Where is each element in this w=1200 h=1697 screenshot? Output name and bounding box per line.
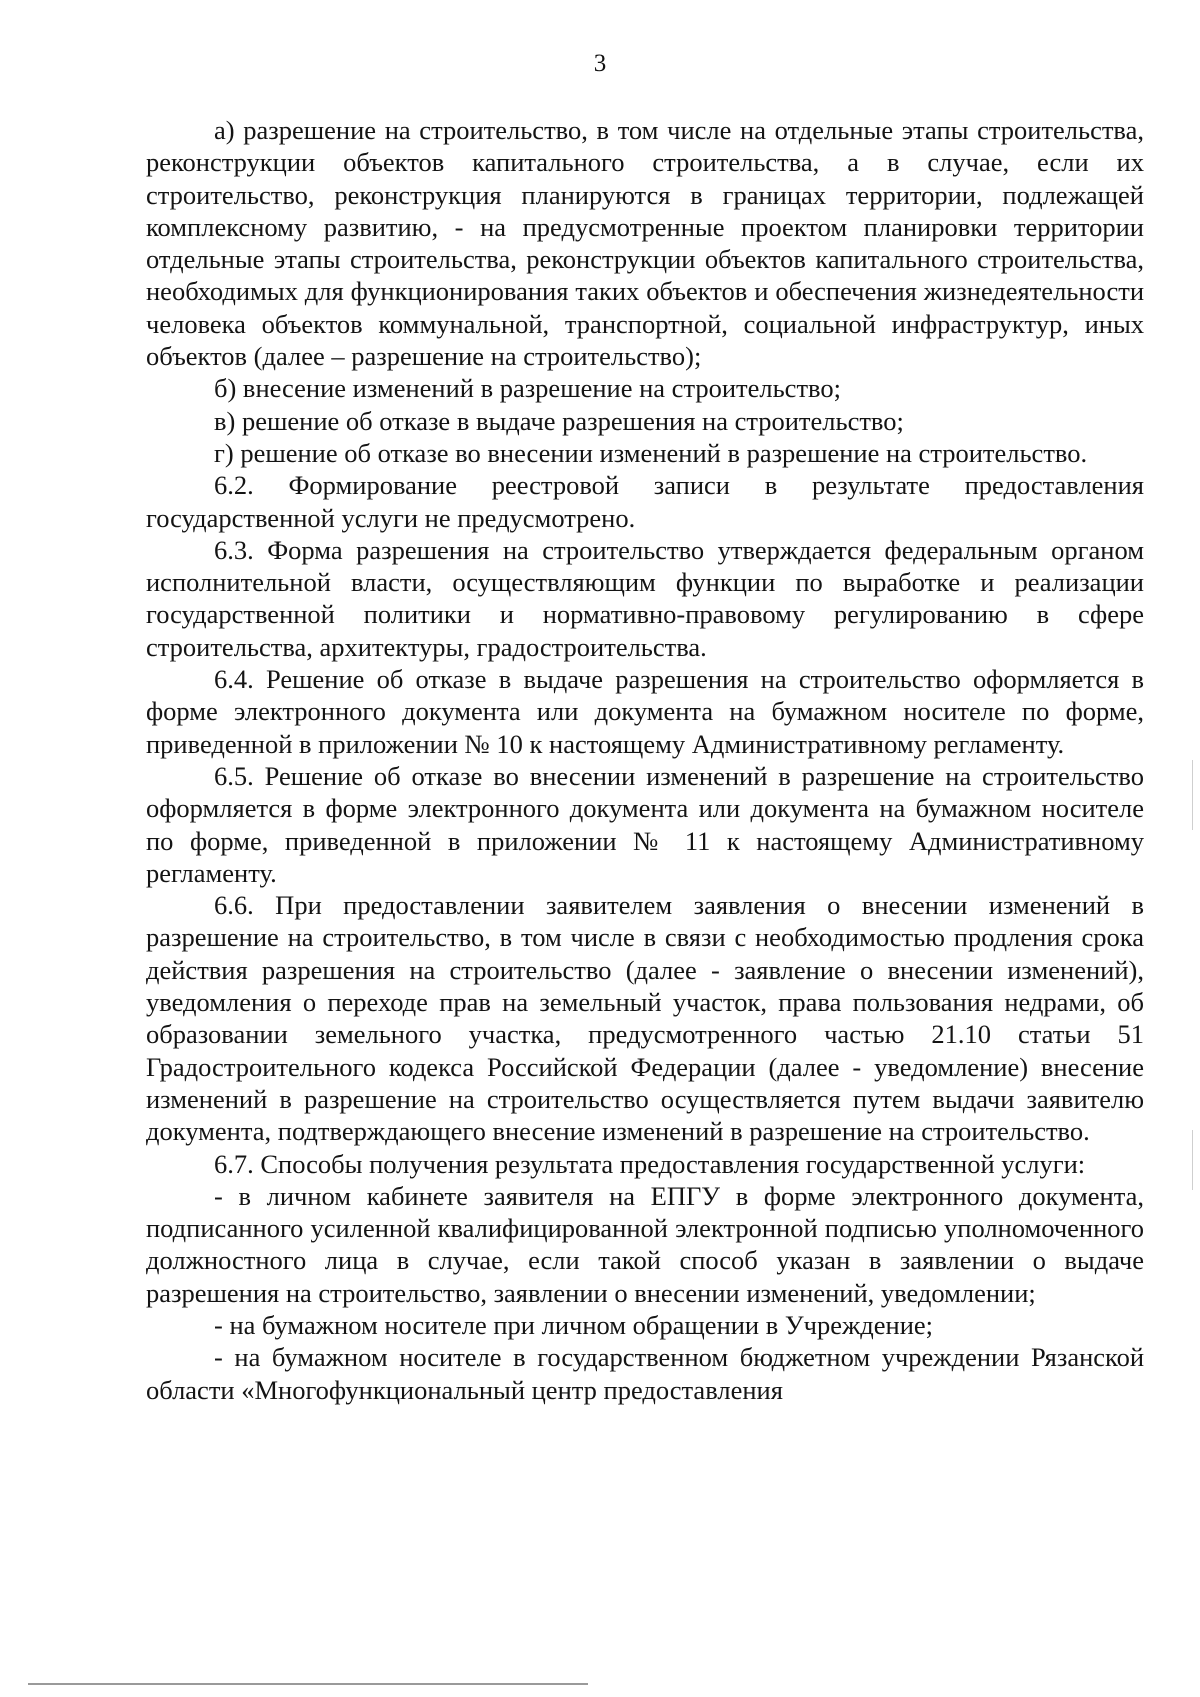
scan-edge-mark <box>1192 760 1193 830</box>
paragraph-v-refusal-issue: в) решение об отказе в выдаче разрешения на строительство; <box>214 405 904 436</box>
paragraph-b-amendments: б) внесение изменений в разрешение на строительство; <box>214 373 841 404</box>
paragraph-a-permit: а) разрешение на строительство, в том числе на отдельные этапы строительства, реконструкции объектов капитального строительства, а в случае, если их строительство, реконструкция планируются в границах территории, подлежащей комплексному развитию, - на предусмотренные проектом планировки территории отдельные этапы строительства, реконструкции объектов капитального строительства, необходимых для функционирования таких объектов и обеспечения жизнедеятельности человека объектов коммунальной, транспортной, социальной инфраструктур, иных объектов (далее – разрешение на строительство); <box>146 115 1144 372</box>
scan-edge-mark <box>1192 1130 1193 1190</box>
paragraph-6-4: 6.4. Решение об отказе в выдаче разрешения на строительство оформляется в форме электронного документа или документа на бумажном носителе по форме, приведенной в приложении № 10 к настоящему Административному регламенту. <box>146 664 1144 759</box>
paragraph-6-5: 6.5. Решение об отказе во внесении изменений в разрешение на строительство оформляется в форме электронного документа или документа на бумажном носителе по форме, приведенной в приложении № 11 к настоящему Административному регламенту. <box>146 760 1144 888</box>
paragraph-g-refusal-amend: г) решение об отказе во внесении изменений в разрешение на строительство. <box>214 437 1088 468</box>
paragraph-6-6: 6.6. При предоставлении заявителем заявления о внесении изменений в разрешение на строительство, в том числе в связи с необходимостью продления срока действия разрешения на строительство (далее - заявление о внесении изменений), уведомления о переходе прав на земельный участок, права пользования недрами, об образовании земельного участка, предусмотренного частью 21.10 статьи 51 Градостроительного кодекса Российской Федерации (далее - уведомление) внесение изменений в разрешение на строительство осуществляется путем выдачи заявителю документа, подтверждающего внесение изменений в разрешение на строительство. <box>146 890 1144 1147</box>
list-item-epgu: - в личном кабинете заявителя на ЕПГУ в форме электронного документа, подписанного усиленной квалифицированной электронной подписью уполномоченного должностного лица в случае, если такой способ указан в заявлении о выдаче разрешения на строительство, заявлении о внесении изменений, уведомлении; <box>146 1180 1144 1308</box>
page-number: 3 <box>593 50 607 77</box>
paragraph-6-3: 6.3. Форма разрешения на строительство утверждается федеральным органом исполнительной власти, осуществляющим функции по выработке и реализации государственной политики и нормативно-правовому регулированию в сфере строительства, архитектуры, градостроительства. <box>146 534 1144 662</box>
list-item-paper-institution: - на бумажном носителе при личном обращении в Учреждение; <box>214 1309 934 1340</box>
document-body <box>146 114 1144 1406</box>
scan-bottom-rule <box>28 1683 588 1685</box>
list-item-paper-mfc: - на бумажном носителе в государственном бюджетном учреждении Рязанской области «Многофункциональный центр предоставления <box>146 1342 1144 1405</box>
paragraph-6-7: 6.7. Способы получения результата предоставления государственной услуги: <box>214 1148 1086 1179</box>
paragraph-6-2: 6.2. Формирование реестровой записи в результате предоставления государственной услуги не предусмотрено. <box>146 470 1144 533</box>
